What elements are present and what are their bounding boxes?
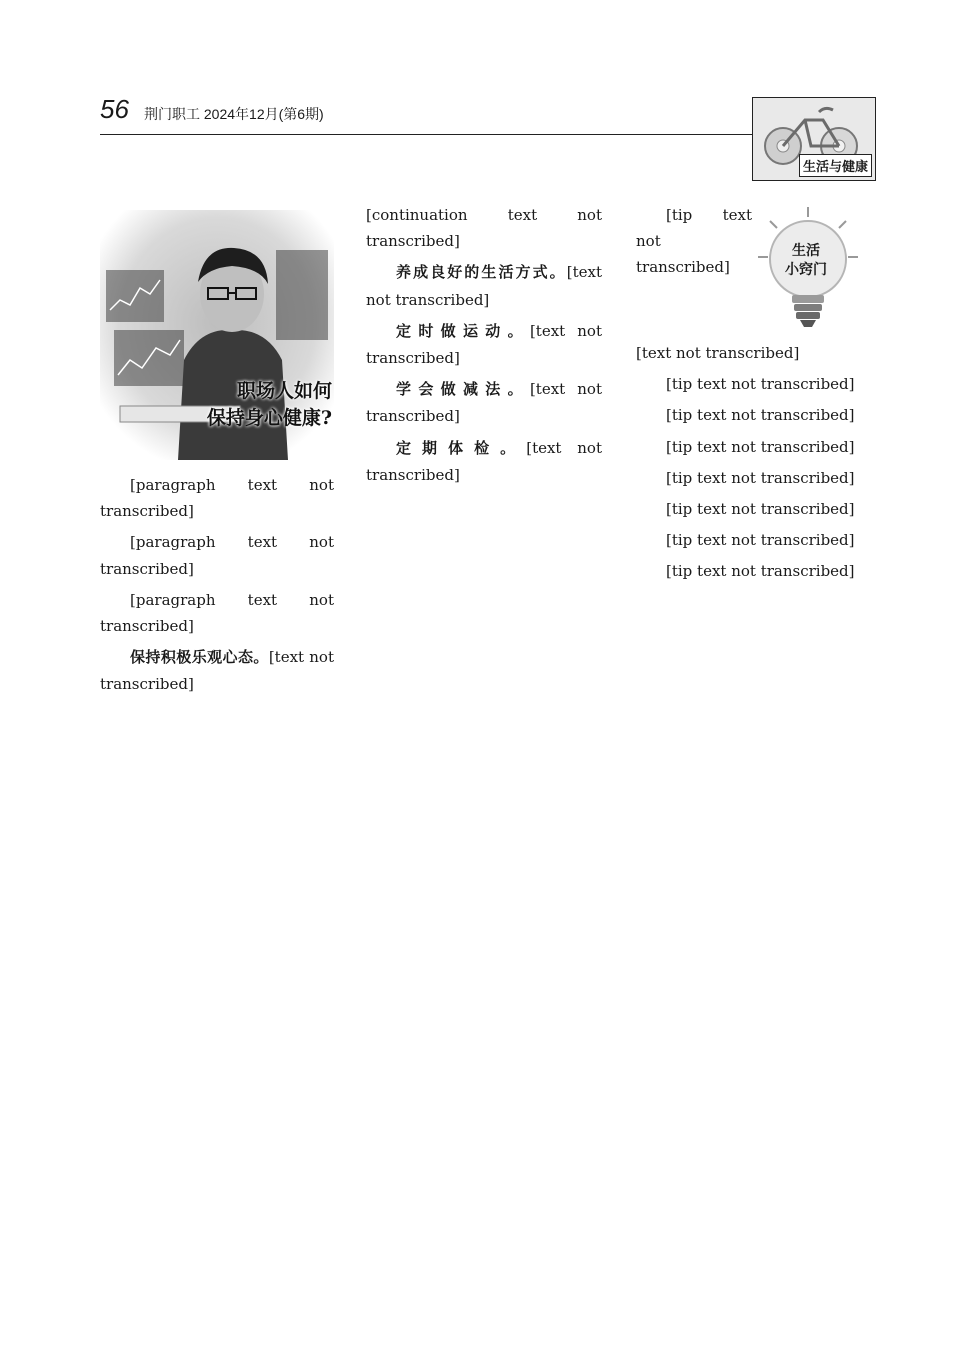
tip-paragraph: [tip text not transcribed] (666, 531, 855, 550)
publication-line: 荆门职工 2024年12月(第6期) (144, 106, 324, 122)
paragraph-text: [text not transcribed] (366, 321, 602, 368)
article-paragraph: [paragraph text not transcribed] (100, 476, 334, 521)
article-paragraph: [paragraph text not transcribed] (100, 533, 334, 578)
paragraph-text: [text not transcribed] (366, 380, 602, 426)
tips-icon-line1: 生活 (792, 242, 820, 258)
paragraph-text: [text not transcribed] (366, 263, 602, 309)
tip-paragraph: [tip text not transcribed] (666, 437, 855, 456)
page-number: 56 (100, 94, 129, 124)
article-paragraph (366, 318, 602, 371)
tip-paragraph: [tip text not transcribed] (666, 562, 855, 581)
paragraph-text: [continuation text not transcribed] (366, 206, 602, 251)
tip-paragraph: [text not transcribed] (636, 344, 800, 362)
paragraph-lead: 定时做运动。 (396, 322, 530, 340)
tips-icon-label (774, 241, 838, 279)
paragraph-lead: 定期体检。 (396, 439, 527, 457)
tip-paragraph: [tip text not transcribed] (666, 468, 855, 487)
paragraph-text: [text not transcribed] (100, 648, 334, 694)
illustration-title (152, 378, 332, 431)
illustration-title-line1: 职场人如何 (236, 380, 332, 402)
tips-column-top (636, 202, 752, 340)
paragraph-lead: 学会做减法。 (396, 381, 530, 399)
article-column-2 (366, 202, 602, 1262)
article-paragraph (366, 202, 602, 254)
article-paragraph (366, 435, 602, 488)
tip-paragraph: [tip text not transcribed] (666, 406, 855, 425)
tip-paragraph: [tip text not transcribed] (666, 500, 855, 519)
article-paragraph (100, 644, 334, 697)
article-paragraph (366, 376, 602, 429)
section-badge (752, 97, 876, 181)
article-column-1 (100, 472, 334, 1262)
paragraph-lead: 保持积极乐观心态。 (130, 649, 269, 667)
tips-icon (756, 205, 860, 330)
article-paragraph (366, 259, 602, 312)
tip-paragraph: [tip text not transcribed] (666, 375, 855, 394)
illustration (100, 210, 334, 460)
article-paragraph: [paragraph text not transcribed] (100, 590, 334, 636)
tips-column (636, 340, 876, 1262)
tip-paragraph: [tip text not transcribed] (636, 206, 752, 277)
paragraph-text: [text not transcribed] (366, 438, 602, 484)
paragraph-lead: 养成良好的生活方式。 (396, 264, 567, 282)
tips-icon-line2: 小窍门 (785, 260, 827, 277)
section-label: 生活与健康 (799, 154, 872, 177)
illustration-title-line2: 保持身心健康? (206, 406, 332, 429)
header-rule (100, 134, 752, 135)
